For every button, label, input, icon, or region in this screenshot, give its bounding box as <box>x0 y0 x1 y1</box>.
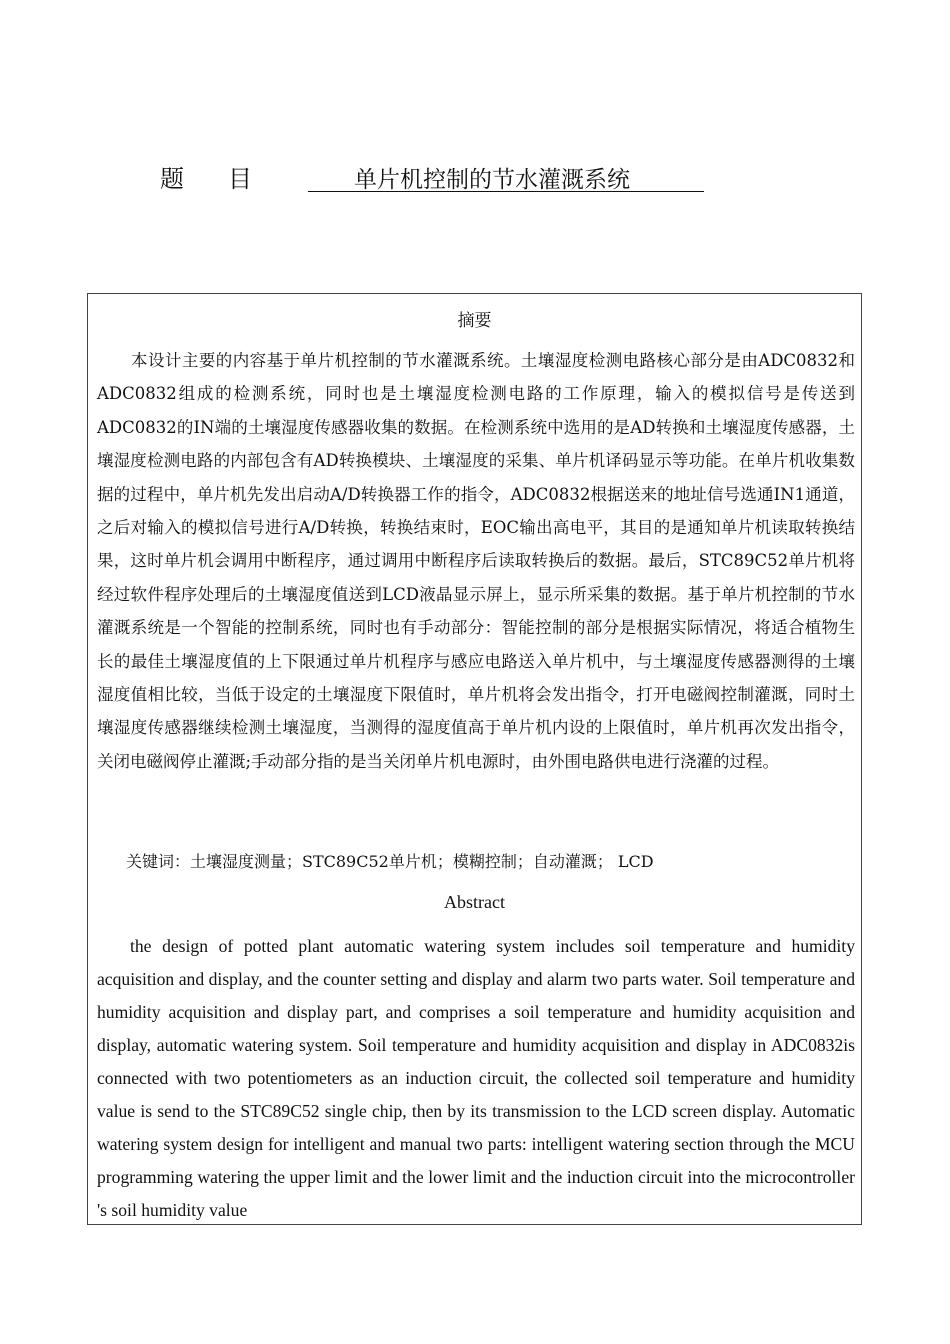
title-label: 题目 <box>160 165 296 193</box>
abstract-cn-body: 本设计主要的内容基于单片机控制的节水灌溉系统。土壤湿度检测电路核心部分是由ADC0832和ADC0832组成的检测系统，同时也是土壤湿度检测电路的工作原理，输入的模拟信号是传送到ADC0832的IN端的土壤湿度传感器收集的数据。在检测系统中选用的是AD转换和土壤湿度传感器，土壤湿度检测电路的内部包含有AD转换模块、土壤湿度的采集、单片机译码显示等功能。在单片机收集数据的过程中，单片机先发出启动A/D转换器工作的指令，ADC0832根据送来的地址信号选通IN1通道，之后对输入的模拟信号进行A/D转换，转换结束时，EOC输出高电平，其目的是通知单片机读取转换结果，这时单片机会调用中断程序，通过调用中断程序后读取转换后的数据。最后，STC89C52单片机将经过软件程序处理后的土壤湿度值送到LCD液晶显示屏上，显示所采集的数据。基于单片机控制的节水灌溉系统是一个智能的控制系统，同时也有手动部分：智能控制的部分是根据实际情况，将适合植物生长的最佳土壤湿度值的上下限通过单片机程序与感应电路送入单片机中，与土壤湿度传感器测得的土壤湿度值相比较，当低于设定的土壤湿度下限值时，单片机将会发出指令，打开电磁阀控制灌溉，同时土壤湿度传感器继续检测土壤湿度，当测得的湿度值高于单片机内设的上限值时，单片机再次发出指令，关闭电磁阀停止灌溉;手动部分指的是当关闭单片机电源时，由外围电路供电进行浇灌的过程。 <box>97 351 855 771</box>
thesis-title: 单片机控制的节水灌溉系统 <box>354 167 630 193</box>
abstract-en-body: the design of potted plant automatic watering system includes soil temperature and humidity acquisition and display, and the counter setting and display and alarm two parts water. Soil temperature and humidity acquisition and display part, and comprises a soil temperature and humidity acquisition and display, automatic watering system. Soil temperature and humidity acquisition and display in ADC0832is connected with two potentiometers as an induction circuit, the collected soil temperature and humidity value is send to the STC89C52 single chip, then by its transmission to the LCD screen display. Automatic watering system design for intelligent and manual two parts: intelligent watering section through the MCU programming watering the upper limit and the lower limit and the induction circuit into the microcontroller 's soil humidity value <box>97 936 855 1220</box>
abstract-box <box>87 293 862 1225</box>
title-value-field <box>308 161 704 192</box>
abstract-cn-heading: 摘要 <box>457 311 492 331</box>
abstract-en-heading: Abstract <box>444 892 505 912</box>
title-row <box>0 155 950 195</box>
keywords-line: 关键词：土壤湿度测量；STC89C52单片机；模糊控制；自动灌溉； LCD <box>126 852 654 871</box>
